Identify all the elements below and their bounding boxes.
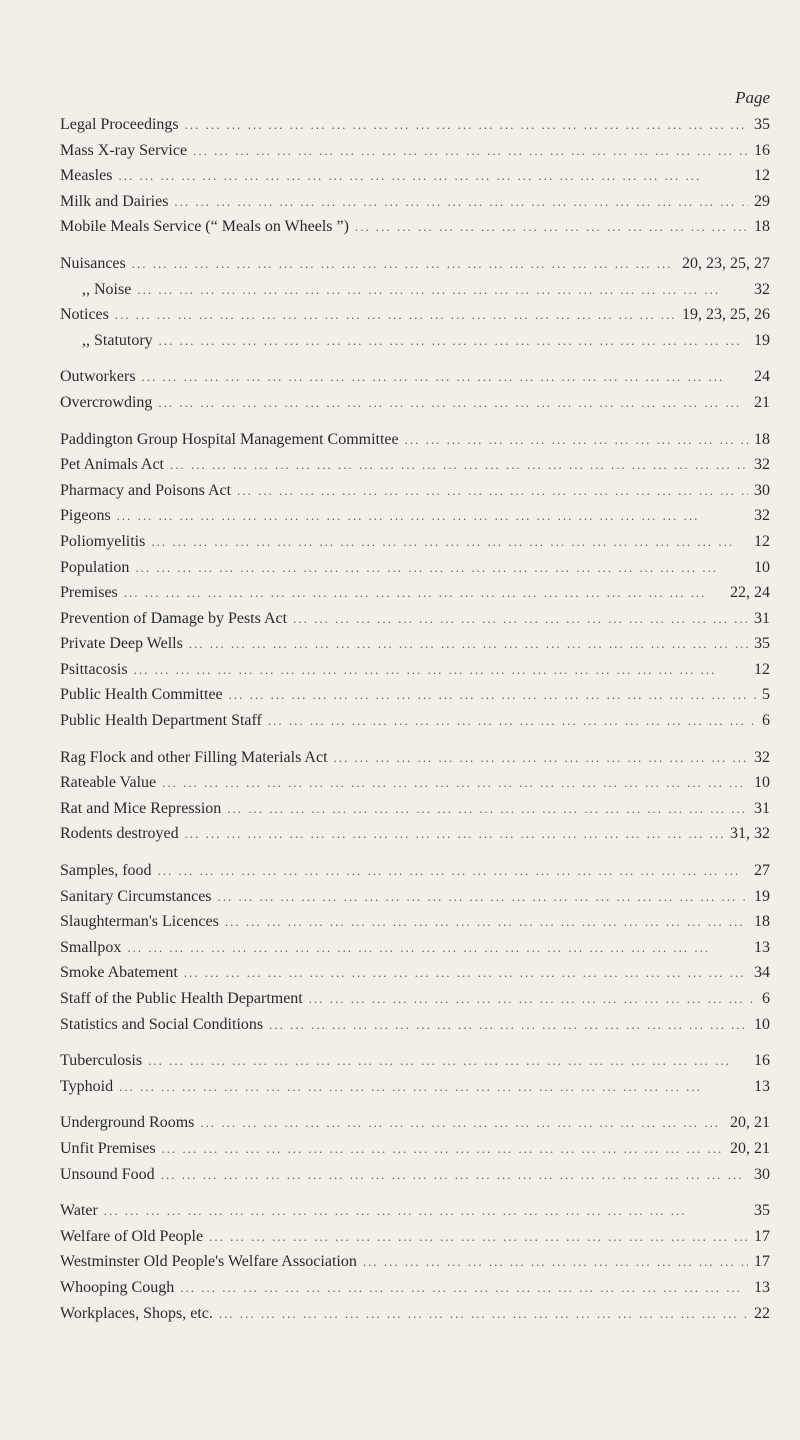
dot-leader (104, 1203, 748, 1219)
index-entry (60, 142, 770, 168)
dot-leader (200, 1115, 724, 1131)
index-page-numbers: 22, 24 (730, 584, 770, 602)
index-page-numbers: 32 (754, 507, 770, 525)
dot-leader (151, 534, 748, 550)
index-page-numbers: 21 (754, 393, 770, 411)
dot-leader (158, 395, 748, 411)
index-page-numbers: 34 (754, 964, 770, 982)
index-page-numbers: 20, 21 (730, 1139, 770, 1157)
index-term: Overcrowding (60, 393, 153, 411)
dot-leader (148, 1053, 748, 1069)
index-term: Poliomyelitis (60, 532, 146, 550)
index-entry (60, 1078, 770, 1104)
index-page-numbers: 31 (754, 799, 770, 817)
dot-leader (189, 636, 748, 652)
index-entry (60, 990, 770, 1016)
index-entry (60, 800, 770, 826)
index-entry (60, 1140, 770, 1166)
index-term: Whooping Cough (60, 1278, 175, 1296)
dot-leader (185, 117, 748, 133)
index-term: Mass X-ray Service (60, 141, 188, 159)
index-term: Nuisances (60, 254, 126, 272)
dot-leader (193, 143, 748, 159)
index-term: ,, Noise (82, 280, 132, 298)
index-term: Milk and Dairies (60, 192, 169, 210)
index-page-numbers: 12 (754, 167, 770, 185)
index-entry (60, 306, 770, 332)
index-term: Outworkers (60, 368, 136, 386)
index-term: Workplaces, Shops, etc. (60, 1304, 213, 1322)
dot-leader (118, 168, 748, 184)
index-entry (60, 1114, 770, 1140)
index-page-numbers: 27 (754, 862, 770, 880)
index-entry (60, 116, 770, 142)
index-page-numbers: 10 (754, 774, 770, 792)
index-term: Staff of the Public Health Department (60, 990, 303, 1007)
dot-leader (117, 508, 748, 524)
index-entry (60, 712, 770, 738)
dot-leader (180, 1280, 748, 1296)
index-term: Paddington Group Hospital Management Committee (60, 430, 399, 448)
index-page-numbers: 13 (754, 1278, 770, 1296)
index-page-numbers: 19, 23, 25, 26 (682, 306, 770, 324)
index-entry (60, 888, 770, 914)
index-term: Rag Flock and other Filling Materials Act (60, 748, 328, 766)
index-term: Water (60, 1202, 98, 1220)
dot-leader (132, 256, 676, 272)
index-page-numbers: 32 (754, 280, 770, 298)
index-term: Population (60, 558, 130, 576)
index-page-numbers: 17 (754, 1253, 770, 1271)
index-entry (60, 825, 770, 851)
dot-leader (218, 889, 748, 905)
index-group (60, 431, 770, 738)
index-page-numbers: 16 (754, 1052, 770, 1070)
index-page-numbers: 32 (754, 748, 770, 766)
dot-leader (334, 750, 748, 766)
index-page-numbers: 20, 21 (730, 1114, 770, 1132)
index-group (60, 1052, 770, 1103)
index-term: ,, Statutory (82, 331, 153, 349)
index-group (60, 116, 770, 244)
dot-leader (309, 991, 756, 1007)
index-term: Notices (60, 306, 109, 324)
index-term: Westminster Old People's Welfare Association (60, 1253, 357, 1271)
index-entry (60, 507, 770, 533)
index-term: Public Health Department Staff (60, 712, 262, 730)
index-entry (60, 1279, 770, 1305)
index-list (60, 116, 770, 1341)
dot-leader (185, 826, 724, 842)
index-group (60, 368, 770, 419)
index-page-numbers: 35 (754, 635, 770, 653)
index-page-numbers: 30 (754, 1165, 770, 1183)
index-entry (60, 1305, 770, 1331)
index-entry (60, 559, 770, 585)
index-term: Pet Animals Act (60, 456, 164, 474)
index-entry (60, 193, 770, 219)
index-entry (60, 939, 770, 965)
index-page-numbers: 19 (754, 331, 770, 349)
dot-leader (209, 1229, 748, 1245)
index-entry (60, 913, 770, 939)
dot-leader (237, 483, 748, 499)
dot-leader (119, 1079, 748, 1095)
dot-leader (158, 863, 748, 879)
dot-leader (229, 687, 756, 703)
dot-leader (268, 713, 756, 729)
index-page-numbers: 16 (754, 141, 770, 159)
index-term: Sanitary Circumstances (60, 887, 212, 905)
index-term: Psittacosis (60, 660, 128, 678)
index-entry (60, 774, 770, 800)
index-page-numbers: 20, 23, 25, 27 (682, 254, 770, 272)
index-page-numbers: 30 (754, 481, 770, 499)
index-group (60, 255, 770, 357)
index-term: Mobile Meals Service (“ Meals on Wheels ”) (60, 218, 349, 236)
index-entry (60, 431, 770, 457)
dot-leader (135, 560, 748, 576)
index-page-numbers: 18 (754, 913, 770, 931)
index-term: Underground Rooms (60, 1114, 195, 1132)
index-entry (60, 533, 770, 559)
index-entry (60, 635, 770, 661)
index-term: Statistics and Social Conditions (60, 1015, 264, 1033)
index-term: Public Health Committee (60, 686, 223, 704)
index-entry (60, 482, 770, 508)
index-page-numbers: 18 (754, 218, 770, 236)
index-entry (60, 584, 770, 610)
index-entry (60, 686, 770, 712)
index-page-numbers: 6 (762, 712, 770, 730)
dot-leader (134, 662, 748, 678)
index-group (60, 1202, 770, 1330)
index-entry (60, 1253, 770, 1279)
index-page-numbers: 12 (754, 532, 770, 550)
index-term: Slaughterman's Licences (60, 913, 219, 931)
index-page-numbers: 13 (754, 938, 770, 956)
index-entry (60, 167, 770, 193)
index-entry (60, 862, 770, 888)
index-entry (60, 332, 770, 358)
index-page-numbers: 10 (754, 1015, 770, 1033)
index-term: Measles (60, 167, 113, 185)
index-group (60, 862, 770, 1041)
index-term: Tuberculosis (60, 1052, 143, 1070)
index-page-numbers: 24 (754, 368, 770, 386)
index-term: Premises (60, 584, 118, 602)
dot-leader (159, 333, 748, 349)
dot-leader (363, 1254, 748, 1270)
dot-leader (293, 611, 748, 627)
index-term: Prevention of Damage by Pests Act (60, 609, 288, 627)
index-page-numbers: 5 (762, 686, 770, 704)
index-entry (60, 610, 770, 636)
index-term: Legal Proceedings (60, 116, 179, 133)
index-page-numbers: 29 (754, 192, 770, 210)
index-page-numbers: 31 (754, 609, 770, 627)
index-entry (60, 1202, 770, 1228)
index-term: Typhoid (60, 1077, 114, 1095)
index-entry (60, 1016, 770, 1042)
index-entry (60, 456, 770, 482)
index-page-numbers: 22 (754, 1304, 770, 1322)
index-page-numbers: 31, 32 (730, 825, 770, 843)
index-entry (60, 1228, 770, 1254)
dot-leader (137, 282, 748, 298)
index-entry (60, 749, 770, 775)
dot-leader (161, 1167, 748, 1183)
index-entry (60, 255, 770, 281)
dot-leader (162, 775, 748, 791)
index-entry (60, 281, 770, 307)
dot-leader (127, 940, 748, 956)
dot-leader (405, 432, 748, 448)
index-term: Pigeons (60, 507, 111, 525)
dot-leader (219, 1306, 748, 1322)
index-entry (60, 964, 770, 990)
index-group (60, 749, 770, 851)
index-entry (60, 1052, 770, 1078)
dot-leader (269, 1017, 748, 1033)
index-page-numbers: 35 (754, 116, 770, 133)
index-group (60, 1114, 770, 1191)
index-entry (60, 368, 770, 394)
index-page-numbers: 19 (754, 887, 770, 905)
index-entry (60, 394, 770, 420)
index-page-numbers: 18 (754, 430, 770, 448)
index-term: Unfit Premises (60, 1139, 156, 1157)
dot-leader (225, 914, 748, 930)
index-term: Welfare of Old People (60, 1227, 204, 1245)
index-term: Rat and Mice Repression (60, 799, 222, 817)
dot-leader (170, 457, 748, 473)
dot-leader (227, 801, 748, 817)
index-entry (60, 661, 770, 687)
index-term: Smoke Abatement (60, 964, 178, 982)
index-term: Rodents destroyed (60, 825, 179, 843)
dot-leader (142, 369, 748, 385)
dot-leader (174, 194, 748, 210)
index-term: Unsound Food (60, 1165, 155, 1183)
dot-leader (124, 585, 724, 601)
index-term: Samples, food (60, 862, 152, 880)
index-term: Private Deep Wells (60, 635, 183, 653)
dot-leader (184, 965, 748, 981)
dot-leader (355, 219, 748, 235)
index-page-numbers: 13 (754, 1077, 770, 1095)
index-term: Smallpox (60, 938, 122, 956)
index-page-numbers: 35 (754, 1202, 770, 1220)
index-page-numbers: 10 (754, 558, 770, 576)
index-entry (60, 1166, 770, 1192)
index-page-numbers: 12 (754, 660, 770, 678)
index-term: Rateable Value (60, 774, 157, 792)
index-entry (60, 218, 770, 244)
page-column-heading: Page (735, 88, 770, 107)
dot-leader (115, 307, 676, 323)
index-page-numbers: 6 (762, 990, 770, 1007)
index-page-numbers: 17 (754, 1227, 770, 1245)
dot-leader (162, 1141, 724, 1157)
index-term: Pharmacy and Poisons Act (60, 481, 232, 499)
index-page-numbers: 32 (754, 456, 770, 474)
